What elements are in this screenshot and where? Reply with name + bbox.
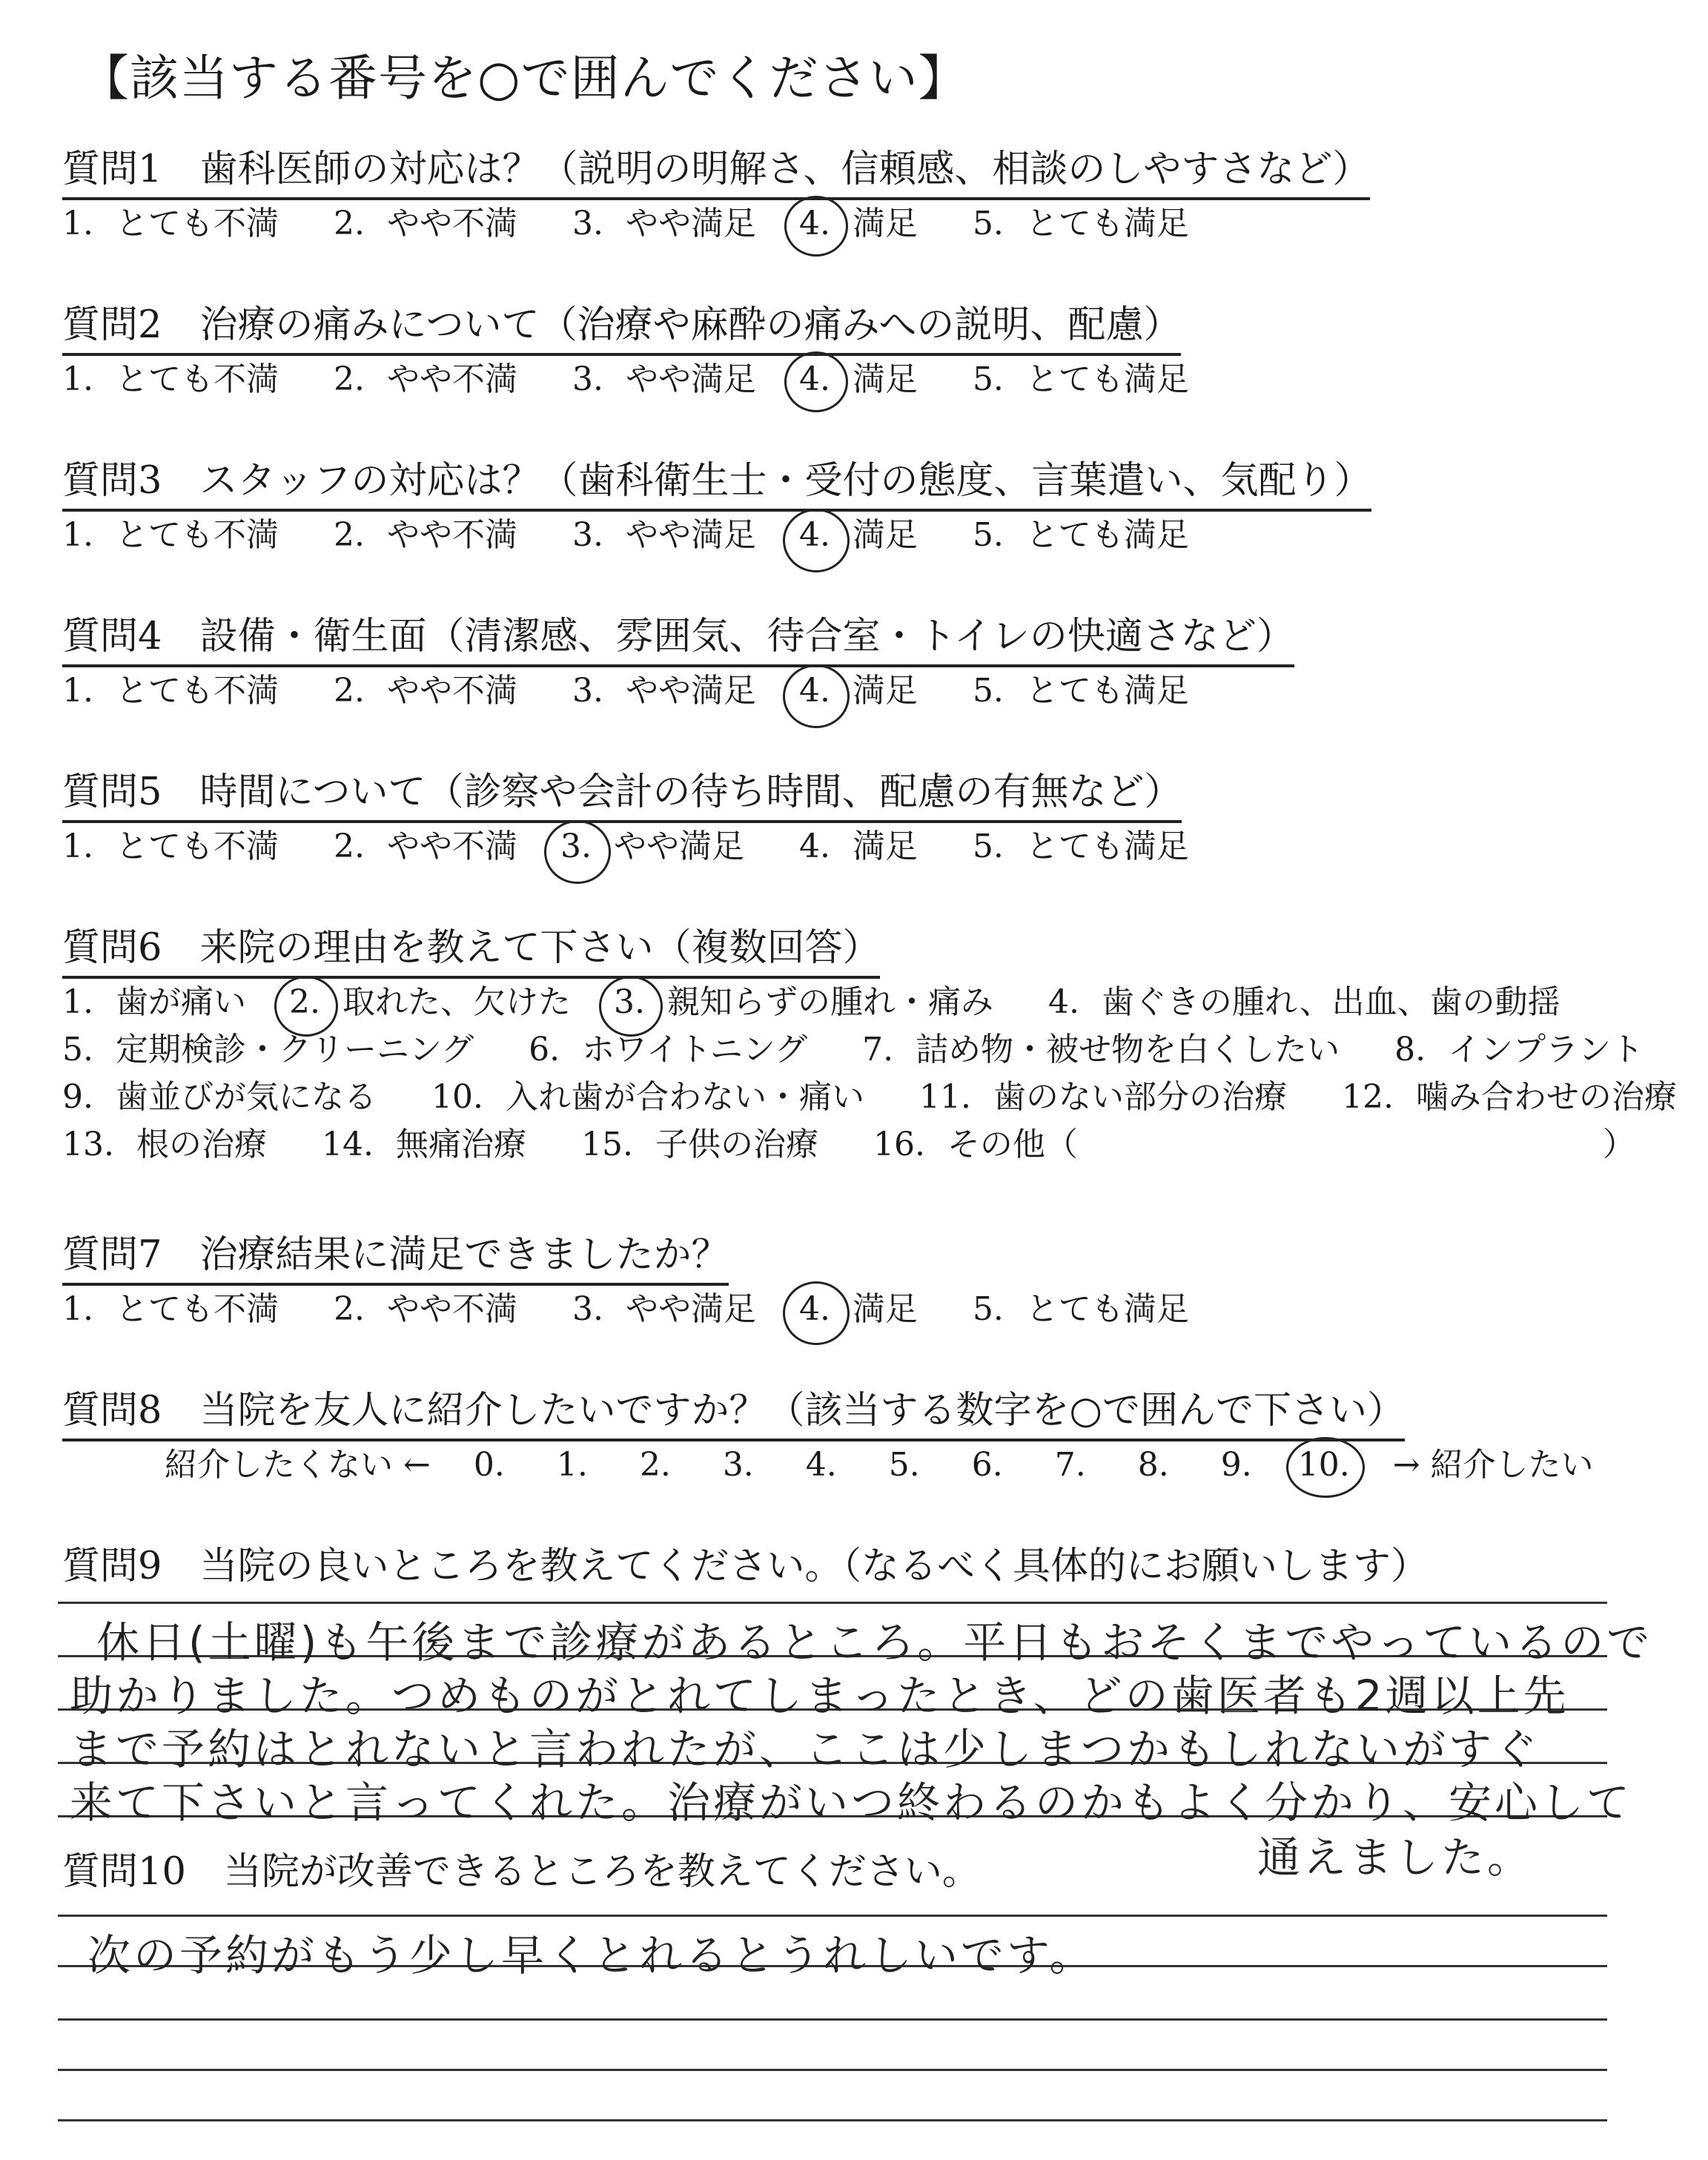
question-6-row-3 (62, 1075, 1708, 1120)
q6-option-5[interactable]: 5. 定期検診・クリーニング (62, 1031, 474, 1069)
question-3-label: 質問3 (62, 459, 162, 503)
question-1-label: 質問1 (62, 148, 162, 191)
q7-option-2[interactable]: 2. やや不満 (333, 1290, 517, 1328)
q6-option-13[interactable]: 13. 根の治療 (62, 1126, 267, 1163)
question-4-heading (62, 612, 1294, 667)
q6-option-14[interactable]: 14. 無痛治療 (321, 1126, 526, 1163)
q4-option-2[interactable]: 2. やや不満 (333, 672, 517, 710)
question-7-options (62, 1287, 1234, 1332)
q7-option-1[interactable]: 1. とても不満 (62, 1290, 279, 1328)
q3-selection-circle (783, 509, 850, 572)
question-2-text: 治療の痛みについて（治療や麻酔の痛みへの説明、配慮） (199, 303, 1182, 347)
question-8-heading (62, 1387, 1405, 1441)
question-5-label: 質問5 (62, 770, 162, 814)
q6-option-2[interactable]: 2. 取れた、欠けた (289, 980, 571, 1025)
question-1-text: 歯科医師の対応は？（説明の明解さ、信頼感、相談のしやすさなど） (199, 148, 1371, 191)
question-3-heading (62, 457, 1371, 512)
q6-option-3[interactable]: 3. 親知らずの腫れ・痛み (614, 980, 993, 1025)
q7-selection-circle (783, 1281, 850, 1345)
q1-option-1[interactable]: 1. とても不満 (62, 205, 279, 242)
scale-6[interactable]: 6. (971, 1446, 1003, 1484)
question-8-label: 質問8 (62, 1389, 162, 1433)
q1-option-5[interactable]: 5. とても満足 (972, 205, 1189, 242)
question-1-options (62, 202, 1234, 246)
q10-ruled-line (58, 2119, 1607, 2121)
q9-answer-line-3: まで予約はとれないと言われたが、ここは少しまつかもしれないがすぐ (70, 1724, 1541, 1774)
question-9-text: 当院の良いところを教えてください。（なるべく具体的にお願いします） (199, 1545, 1429, 1588)
q6-other-close-paren: ） (1603, 1126, 1635, 1163)
question-5-options (62, 825, 1234, 869)
q4-option-3[interactable]: 3. やや満足 (572, 672, 756, 710)
scale-2[interactable]: 2. (639, 1446, 671, 1484)
q4-selection-circle (783, 664, 850, 728)
q2-option-1[interactable]: 1. とても不満 (62, 360, 279, 398)
scale-5[interactable]: 5. (888, 1446, 920, 1484)
q5-option-1[interactable]: 1. とても不満 (62, 828, 279, 865)
q3-option-2[interactable]: 2. やや不満 (333, 516, 517, 554)
q2-option-5[interactable]: 5. とても満足 (972, 360, 1189, 398)
q8-selection-circle (1286, 1437, 1365, 1498)
q6-option-8[interactable]: 8. インプラント (1394, 1031, 1644, 1069)
scale-1[interactable]: 1. (556, 1446, 588, 1484)
q1-option-2[interactable]: 2. やや不満 (333, 205, 517, 242)
form-title: 【該当する番号を○で囲んでください】 (80, 50, 968, 107)
q6-option-12[interactable]: 12. 噛み合わせの治療 (1341, 1078, 1677, 1116)
scale-9[interactable]: 9. (1220, 1446, 1252, 1484)
question-4-text: 設備・衛生面（清潔感、雰囲気、待合室・トイレの快適さなど） (199, 615, 1294, 658)
q9-ruled-line (58, 1602, 1607, 1604)
q4-option-4[interactable]: 4. 満足 (799, 669, 918, 713)
question-9-label: 質問9 (62, 1545, 162, 1588)
scale-10-wrap[interactable] (1298, 1443, 1350, 1487)
q6-option-1[interactable]: 1. 歯が痛い (62, 983, 246, 1021)
question-2-options (62, 357, 1234, 402)
question-10-heading (62, 1848, 980, 1900)
q10-answer-line-1: 次の予約がもう少し早くとれるとうれしいです。 (87, 1930, 1096, 1981)
question-4-options (62, 669, 1234, 713)
question-7-heading (62, 1231, 729, 1286)
question-6-row-4 (62, 1123, 1122, 1167)
q3-option-3[interactable]: 3. やや満足 (572, 516, 756, 554)
question-6-label: 質問6 (62, 926, 162, 970)
question-8-scale (165, 1443, 1594, 1487)
q5-option-5[interactable]: 5. とても満足 (972, 828, 1189, 865)
q5-selection-circle (544, 820, 611, 884)
scale-3[interactable]: 3. (722, 1446, 754, 1484)
q10-ruled-line (58, 1915, 1607, 1917)
q7-option-4[interactable]: 4. 満足 (799, 1287, 918, 1332)
q3-option-5[interactable]: 5. とても満足 (972, 516, 1189, 554)
q2-option-4[interactable]: 4. 満足 (799, 357, 918, 402)
scale-8[interactable]: 8. (1137, 1446, 1169, 1484)
question-2-heading (62, 301, 1181, 356)
q6-option-11[interactable]: 11. 歯のない部分の治療 (918, 1078, 1287, 1116)
q6-option-6[interactable]: 6. ホワイトニング (529, 1031, 808, 1069)
question-6-row-1 (62, 980, 1605, 1025)
question-5-text: 時間について（診察や会計の待ち時間、配慮の有無など） (199, 770, 1182, 814)
q1-option-4[interactable]: 4. 満足 (799, 202, 918, 246)
q1-selection-circle (784, 196, 848, 257)
q2-option-3[interactable]: 3. やや満足 (572, 360, 756, 398)
q2-option-2[interactable]: 2. やや不満 (333, 360, 517, 398)
q2-selection-circle (784, 351, 848, 412)
scale-7[interactable]: 7. (1054, 1446, 1086, 1484)
question-6-heading (62, 924, 880, 979)
question-3-options (62, 513, 1234, 558)
question-3-text: スタッフの対応は？（歯科衛生士・受付の態度、言葉遣い、気配り） (199, 459, 1372, 503)
scale-left-label: 紹介したくない ← (165, 1446, 431, 1484)
q5-option-2[interactable]: 2. やや不満 (333, 828, 517, 865)
q9-answer-line-5: 通えました。 (1257, 1832, 1534, 1883)
question-2-label: 質問2 (62, 303, 162, 347)
scale-10: 10. (1297, 1446, 1350, 1484)
question-6-text: 来院の理由を教えて下さい（複数回答） (199, 926, 881, 970)
q5-option-3[interactable]: 3. やや満足 (560, 825, 744, 869)
q10-ruled-line (58, 2018, 1607, 2021)
question-7-label: 質問7 (62, 1233, 162, 1277)
question-6-row-2 (62, 1028, 1688, 1072)
question-7-text: 治療結果に満足できましたか？ (199, 1233, 729, 1277)
scale-right-label: → 紹介したい (1392, 1446, 1594, 1484)
q9-answer-line-1: 休日(土曜)も午後まで診療があるところ。平日もおそくまでやっているので (96, 1617, 1653, 1668)
q4-option-1[interactable]: 1. とても不満 (62, 672, 279, 710)
q5-option-4[interactable]: 4. 満足 (798, 828, 918, 865)
question-8-text: 当院を友人に紹介したいですか？（該当する数字を○で囲んで下さい） (199, 1389, 1405, 1433)
q6-option-9[interactable]: 9. 歯並びが気になる (62, 1078, 377, 1116)
q6-option-4[interactable]: 4. 歯ぐきの腫れ、出血、歯の動揺 (1047, 983, 1560, 1021)
scale-4[interactable]: 4. (805, 1446, 837, 1484)
q6-option-15[interactable]: 15. 子供の治療 (580, 1126, 818, 1163)
question-10-label: 質問10 (62, 1850, 186, 1894)
question-9-heading (62, 1542, 1429, 1594)
q4-option-5[interactable]: 5. とても満足 (972, 672, 1189, 710)
question-10-text: 当院が改善できるところを教えてください。 (223, 1850, 980, 1894)
q9-answer-line-4: 来て下さいと言ってくれた。治療がいつ終わるのかもよく分かり、安心して (70, 1777, 1633, 1828)
q6-option-16[interactable]: 16. その他（ (873, 1126, 1078, 1163)
q10-ruled-line (58, 2069, 1607, 2071)
question-1-heading (62, 145, 1370, 200)
q6-option-10[interactable]: 10. 入れ歯が合わない・痛い (431, 1078, 864, 1116)
q1-option-3[interactable]: 3. やや満足 (572, 205, 756, 242)
q7-option-3[interactable]: 3. やや満足 (572, 1290, 756, 1328)
q6-option-7[interactable]: 7. 詰め物・被せ物を白くしたい (862, 1031, 1340, 1069)
q3-option-1[interactable]: 1. とても不満 (62, 516, 279, 554)
q9-answer-line-2: 助かりました。つめものがとれてしまったとき、どの歯医者も2週以上先 (70, 1671, 1569, 1721)
q3-option-4[interactable]: 4. 満足 (799, 513, 918, 558)
question-5-heading (62, 768, 1182, 823)
question-4-label: 質問4 (62, 615, 162, 658)
scale-0[interactable]: 0. (473, 1446, 505, 1484)
q7-option-5[interactable]: 5. とても満足 (972, 1290, 1189, 1328)
